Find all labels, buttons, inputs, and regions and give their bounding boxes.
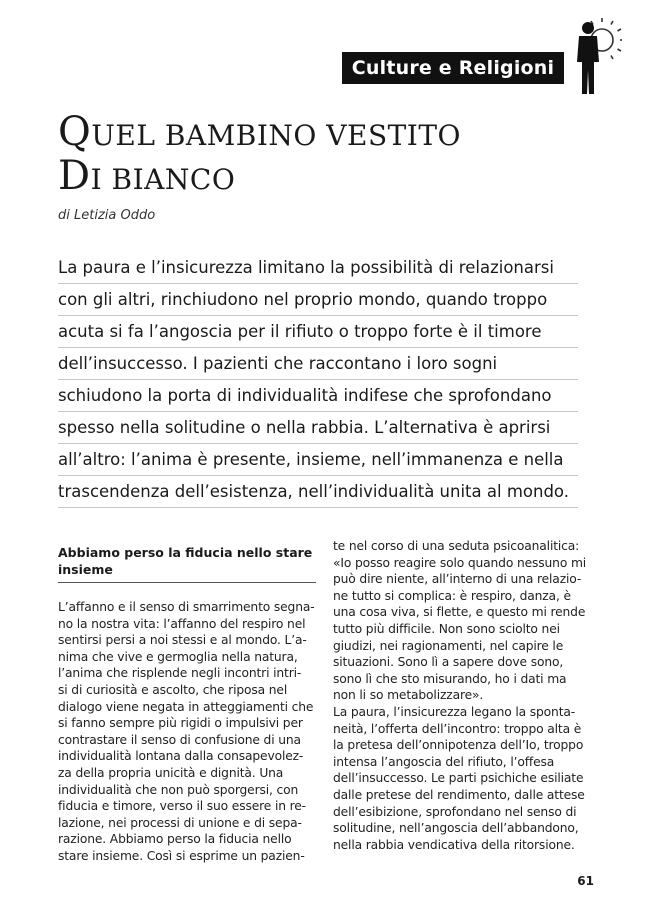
body-column-left [58, 538, 316, 865]
title-line-2 [58, 153, 558, 200]
text-line: dell’esibizione, sprofondano nel senso di [333, 804, 577, 819]
text-line: La paura, l’insicurezza legano la sponta- [333, 704, 576, 719]
abstract-line: acuta si fa l’angoscia per il rifiuto o troppo forte è il timore [58, 316, 578, 348]
text-line: neità, l’offerta dell’incontro: troppo alta è [333, 721, 582, 736]
abstract-line: trascendenza dell’esistenza, nell’individualità unita al mondo. [58, 476, 578, 508]
body-text [58, 599, 316, 865]
text-line: l’anima che risplende negli incontri intri- [58, 666, 302, 681]
abstract-line: schiudono la porta di individualità indifese che sprofondano [58, 380, 578, 412]
text-line: no la nostra vita: l’affanno del respiro nel [58, 616, 306, 631]
text-line: te nel corso di una seduta psicoanalitica: [333, 539, 580, 553]
title-text: I BIANCO [90, 163, 236, 196]
text-line: si fanno sempre più rigidi o impulsivi per [58, 716, 303, 731]
text-line: intensa l’angoscia del rifiuto, l’offesa [333, 754, 555, 769]
abstract-line: La paura e l’insicurezza limitano la possibilità di relazionarsi [58, 252, 578, 284]
figure-with-sunburst-icon [566, 16, 622, 96]
text-line: situazioni. Sono lì a sapere dove sono, [333, 655, 564, 670]
text-line: sono lì che sto misurando, ho i dati ma [333, 671, 567, 686]
abstract-line: all’altro: l’anima è presente, insieme, nell’immanenza e nella [58, 444, 578, 476]
text-line: individualità che non può sporgersi, con [58, 782, 299, 797]
text-line: ne tutto si complica: è respiro, danza, è [333, 588, 571, 603]
text-line: fiducia e timore, verso il suo essere in re- [58, 799, 306, 814]
title-initial: D [58, 153, 91, 199]
title-initial: Q [58, 109, 92, 155]
abstract-line: con gli altri, rinchiudono nel proprio mondo, quando troppo [58, 284, 578, 316]
text-line: dialogo viene negata in atteggiamenti che [58, 699, 314, 714]
text-line: contrastare il senso di confusione di una [58, 732, 301, 747]
text-line: la pretesa dell’onnipotenza dell’Io, troppo [333, 738, 584, 753]
page-number: 61 [577, 874, 594, 888]
text-line: razione. Abbiamo perso la fiducia nello [58, 832, 292, 847]
text-line: stare insieme. Così si esprime un pazien- [58, 848, 305, 863]
title-text: UEL BAMBINO VESTITO [91, 119, 461, 152]
text-line: L’affanno e il senso di smarrimento segna- [58, 600, 315, 614]
text-line: lazione, nei processi di unione e di sepa- [58, 815, 302, 830]
text-line: solitudine, nell’angoscia dell’abbandono, [333, 821, 579, 836]
body-text [333, 538, 591, 853]
section-subheading [58, 544, 316, 583]
text-line: «Io posso reagire solo quando nessuno mi [333, 555, 587, 570]
title-line-1 [58, 109, 558, 156]
text-line: za della propria unicità e dignità. Una [58, 765, 284, 780]
body-column-right [333, 538, 591, 853]
article-title [58, 109, 558, 200]
section-label: Culture e Religioni [342, 52, 564, 84]
text-line: individualità lontana dalla consapevolez- [58, 749, 304, 764]
abstract [58, 252, 578, 508]
text-line: tutto più difficile. Non sono sciolto nei [333, 621, 560, 636]
text-line: dell’insuccesso. Le parti psichiche esiliate [333, 771, 584, 786]
subheading-line: insieme [58, 562, 113, 577]
text-line: sentirsi persi a noi stessi e al mondo. L’a- [58, 633, 307, 648]
text-line: nima che vive e germoglia nella natura, [58, 649, 298, 664]
subheading-line: Abbiamo perso la fiducia nello stare [58, 545, 313, 560]
text-line: una cosa viva, si flette, e questo mi rende [333, 605, 586, 620]
author-byline: di Letizia Oddo [58, 208, 156, 223]
text-line: si di curiosità e ascolto, che riposa nel [58, 682, 288, 697]
text-line: può dire niente, all’interno di una relazio- [333, 572, 582, 587]
abstract-line: dell’insuccesso. I pazienti che raccontano i loro sogni [58, 348, 578, 380]
text-line: non li so metabolizzare». [333, 688, 484, 703]
text-line: dalle pretese del rendimento, dalle attese [333, 787, 585, 802]
text-line: nella rabbia vendicativa della ritorsione. [333, 837, 575, 852]
abstract-line: spesso nella solitudine o nella rabbia. L’alternativa è aprirsi [58, 412, 578, 444]
text-line: giudizi, nei ragionamenti, nel capire le [333, 638, 564, 653]
